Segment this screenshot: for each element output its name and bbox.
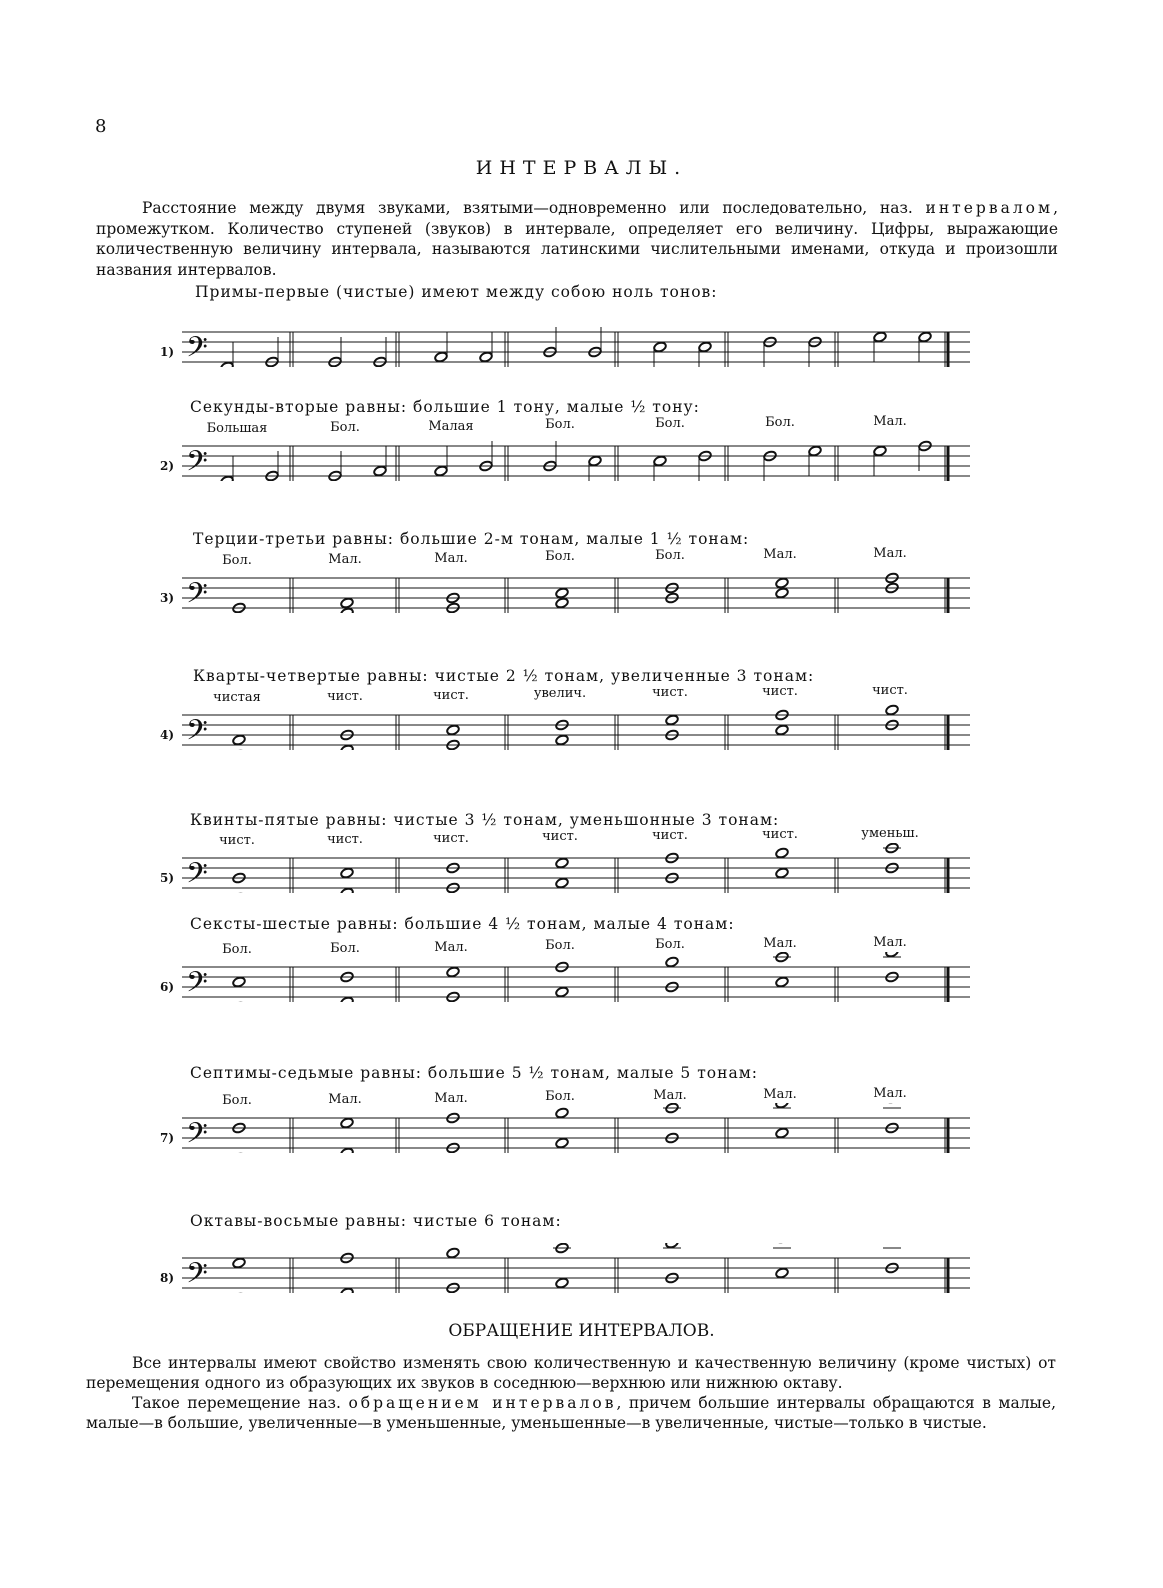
note-head [232,892,246,893]
interval-label: Бол. [655,937,685,953]
interval-label: Мал. [328,551,362,567]
staff-row [160,1223,960,1293]
note-head [479,351,493,363]
music-staff [182,700,950,750]
interval-label: чист. [219,833,255,848]
interval-label: Мал. [434,550,468,566]
interval-label: Бол. [545,1089,575,1105]
note-head [232,1152,246,1153]
note-head [232,1001,246,1002]
bass-clef-icon: 𝄢 [186,331,208,367]
music-staff [182,431,950,481]
note-head [775,577,789,589]
section-heading: Септимы-седьмые равны: большие 5 ½ тонам, малые 5 тонам: [190,1064,758,1082]
row-number: 3) [160,591,175,605]
interval-label: Мал. [873,545,907,561]
note-head [555,587,569,599]
note-head [775,1267,789,1279]
intro-text-c: , промежутком. Количество ступеней (звуков) в интервале, определяет его величину. Цифры, выражающие количественную величину интервала, называются латинскими числительными именами, откуда и произошли названия интервалов. [96,199,1058,279]
interval-label: чист. [327,831,363,847]
inversion-text-a: Такое перемещение наз. [132,1394,349,1412]
note-head [232,976,246,988]
staff-row [160,543,960,613]
interval-label: Мал. [328,1091,362,1107]
interval-label: чист. [762,827,798,842]
interval-label: Мал. [763,936,797,951]
bass-clef-icon: 𝄢 [186,857,208,893]
note-head [775,847,789,859]
music-staff [182,1243,950,1293]
note-head [446,724,460,736]
row-number: 2) [160,459,175,473]
note-head [588,455,602,467]
interval-label: чист. [652,828,688,844]
inversion-term: обращением интервалов [348,1394,617,1412]
interval-label: Бол. [545,417,575,433]
row-number: 5) [160,871,175,885]
section-heading: Квинты-пятые равны: чистые 3 ½ тонам, уменьшонные 3 тонам: [190,811,780,829]
interval-label: Малая [428,418,474,434]
page-title: ИНТЕРВАЛЫ. [475,157,688,179]
row-number: 8) [160,1271,175,1285]
bass-clef-icon: 𝄢 [186,577,208,613]
row-number: 1) [160,345,175,359]
section-heading: Октавы-восьмые равны: чистые 6 тонам: [190,1212,562,1230]
interval-label: чист. [762,684,798,699]
note-head [808,445,822,457]
note-head [555,734,569,746]
note-head [698,341,712,353]
note-head [665,956,679,968]
note-head [775,867,789,879]
note-head [340,1117,354,1129]
note-head [873,445,887,457]
note-head [555,986,569,998]
interval-label: чист. [652,685,688,701]
page-number: 8 [95,116,107,137]
note-head [232,1257,246,1269]
interval-label: Бол. [222,942,252,957]
note-head [873,331,887,343]
note-head [555,1277,569,1289]
note-head [373,465,387,477]
interval-label: Бол. [222,1093,252,1108]
row-number: 6) [160,980,175,994]
note-head [232,734,246,746]
note-head [665,714,679,726]
note-head [446,1247,460,1259]
bass-clef-icon: 𝄢 [186,966,208,1002]
intro-text-a: Расстояние между двумя звуками, взятыми—одновременно или последовательно, наз. [142,199,926,217]
note-head [653,455,667,467]
interval-label: Бол. [655,416,685,432]
interval-label: Мал. [873,1085,907,1101]
interval-label: чист. [872,682,908,698]
interval-label: чист. [433,830,469,846]
note-head [653,341,667,353]
note-head [775,1243,789,1244]
interval-label: Мал. [873,413,907,429]
interval-label: Мал. [873,934,907,950]
music-staff [182,317,950,367]
note-head [918,331,932,343]
row-number: 7) [160,1131,175,1145]
note-head [555,1107,569,1119]
intro-text [96,198,1058,280]
note-head [434,465,448,477]
staff-row [160,411,960,481]
note-head [340,867,354,879]
interval-label: Бол. [655,548,685,564]
staff-row [160,1083,960,1153]
note-head [775,1127,789,1139]
inversion-paragraph-1: Все интервалы имеют свойство изменять свою количественную и качественную величину (кроме чистых) от перемещения одного из образующих их звуков в соседнюю—верхнюю или нижнюю октаву. [86,1354,1056,1392]
interval-label: Мал. [763,547,797,562]
interval-label: чист. [327,688,363,704]
staff-row [160,680,960,750]
section-heading: Секунды-вторые равны: большие 1 тону, малые ½ тону: [190,398,700,416]
note-head [775,587,789,599]
staff-row [160,932,960,1002]
interval-label: Бол. [222,553,252,568]
interval-label: уменьш. [861,825,919,841]
row-number: 4) [160,728,175,742]
inversion-text [86,1353,1056,1433]
note-head [885,1103,899,1104]
bass-clef-icon: 𝄢 [186,1117,208,1153]
intro-term: интервалом [925,199,1054,217]
note-head [885,704,899,716]
interval-label: чист. [542,829,578,845]
inversion-title: ОБРАЩЕНИЕ ИНТЕРВАЛОВ. [448,1321,715,1341]
interval-label: Бол. [330,940,360,956]
interval-label: чистая [213,690,261,705]
section-heading: Сексты-шестые равны: большие 4 ½ тонам, малые 4 тонам: [190,915,735,933]
note-head [232,1292,246,1293]
note-head [555,1137,569,1149]
note-head [555,857,569,869]
bass-clef-icon: 𝄢 [186,1257,208,1293]
section-heading: Примы-первые (чистые) имеют между собою ноль тонов: [195,283,718,301]
music-staff [182,1103,950,1153]
interval-label: Большая [206,421,268,436]
music-staff [182,563,950,613]
inversion-text-c: , причем большие интервалы обращаются в малые, малые—в большие, увеличенные—в уменьшенные, уменьшенные—в увеличенные, чистые—только в чистые. [86,1394,1056,1432]
section-heading: Терции-третьи равны: большие 2-м тонам, малые 1 ½ тонам: [193,530,750,548]
staff-row [160,823,960,893]
note-head [446,966,460,978]
note-head [775,724,789,736]
music-staff [182,952,950,1002]
interval-label: Мал. [653,1088,687,1104]
music-staff [182,843,950,893]
interval-label: Бол. [545,938,575,954]
interval-label: Мал. [434,939,468,955]
section-heading: Кварты-четвертые равны: чистые 2 ½ тонам, увеличенные 3 тонам: [193,667,815,685]
note-head [340,597,354,609]
interval-label: Бол. [330,419,360,435]
interval-label: чист. [433,687,469,703]
note-head [232,749,246,750]
note-head [555,597,569,609]
bass-clef-icon: 𝄢 [186,714,208,750]
interval-label: Бол. [545,549,575,565]
note-head [434,351,448,363]
interval-label: Мал. [434,1090,468,1106]
bass-clef-icon: 𝄢 [186,445,208,481]
interval-label: увелич. [533,686,587,702]
interval-label: Мал. [763,1087,797,1102]
staff-row [160,297,960,367]
note-head [555,877,569,889]
interval-label: Бол. [765,415,795,430]
note-head [775,976,789,988]
